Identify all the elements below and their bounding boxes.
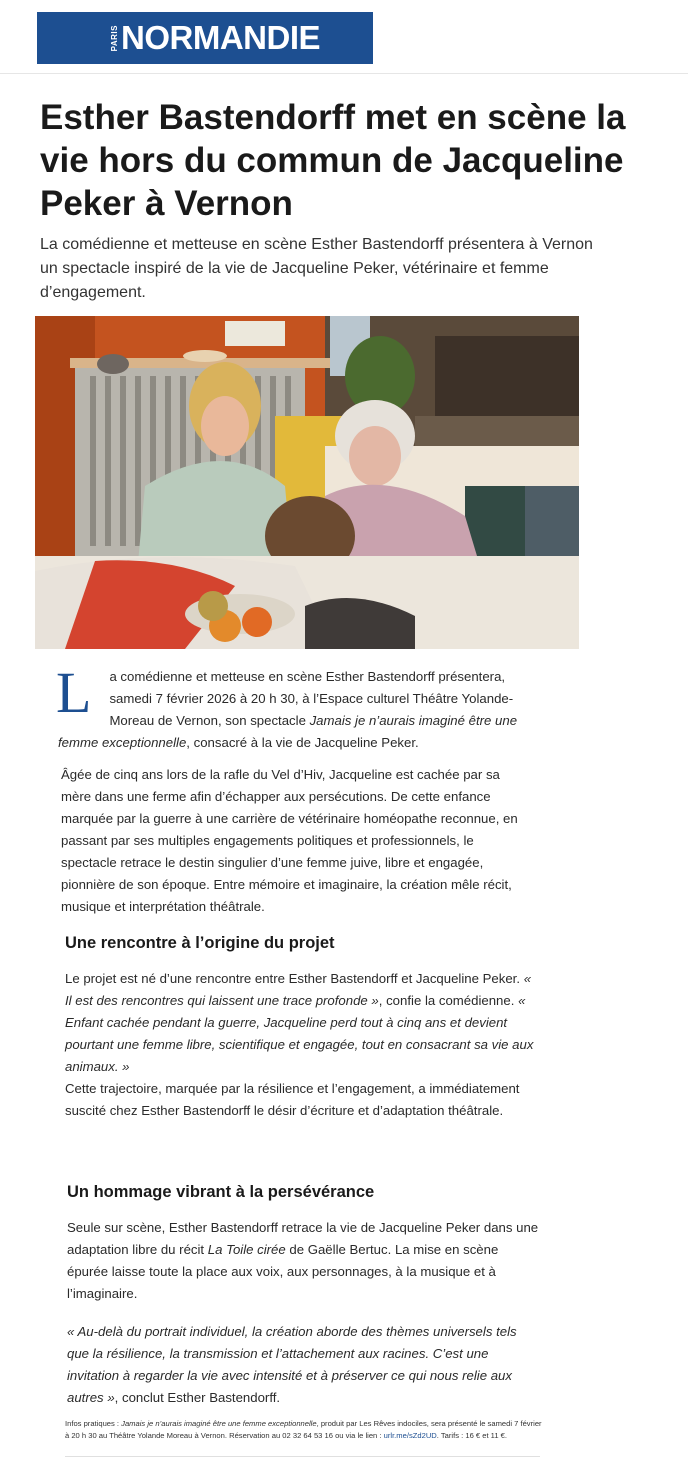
- logo-big-text: NORMANDIE: [121, 19, 320, 56]
- paragraph-trajectoire: Cette trajectoire, marquée par la résilience et l’engagement, a immédiatement suscité chez Esther Bastendorff le désir d’écriture et d’adaptation théâtrale.: [65, 1081, 520, 1118]
- header-divider: [0, 73, 688, 74]
- footer-divider: [65, 1456, 540, 1457]
- quote-trace-profonde: « Il est des rencontres qui laissent une trace profonde »: [65, 971, 532, 1008]
- logo-small-text: PARIS: [110, 24, 119, 52]
- info-text-b: . Tarifs : 16 € et 11 €.: [436, 1431, 508, 1440]
- conclusion-attribution: , conclut Esther Bastendorff.: [114, 1390, 281, 1405]
- article-standfirst: La comédienne et metteuse en scène Esther Bastendorff présentera à Vernon un spectacle inspiré de la vie de Jacqueline Peker, vétérinaire et femme d’engagement.: [40, 236, 593, 301]
- subheading-hommage: Un hommage vibrant à la persévérance: [67, 1183, 375, 1201]
- rencontre-text-a: Le projet est né d’une rencontre entre Esther Bastendorff et Jacqueline Peker.: [65, 971, 524, 986]
- show-title-italic: Jamais je n’aurais imaginé être une femme exceptionnelle: [58, 713, 518, 750]
- paragraph-intro: [56, 660, 528, 754]
- rencontre-text-b: , confie la comédienne.: [378, 993, 519, 1008]
- info-text-a: , produit par Les Rêves indociles, sera présenté le samedi 7 février à 20 h 30 au Théâtre Yolande Moreau à Vernon. Réservation au 02 32 64 53 16 ou via le lien :: [65, 1419, 542, 1440]
- intro-text-b: , consacré à la vie de Jacqueline Peker.: [186, 735, 419, 750]
- article-photo: [35, 316, 579, 649]
- dropcap-letter: L: [56, 660, 92, 725]
- book-title-italic: La Toile cirée: [207, 1242, 286, 1257]
- conclusion-quote: « Au-delà du portrait individuel, la création aborde des thèmes universels tels que la résilience, la transmission et l’attachement aux racines. C’est une invitation à regarder la vie avec intensité et à préserver ce qui nous relie aux autres »: [67, 1324, 517, 1405]
- site-logo[interactable]: [37, 12, 373, 64]
- paragraph-biography: Âgée de cinq ans lors de la rafle du Vel d’Hiv, Jacqueline est cachée par sa mère dans une ferme afin d’échapper aux persécutions. De cette enfance marquée par la guerre à une carrière de vétérinaire homéopathe reconnue, en passant par ses multiples engagements politiques et professionnels, le spectacle retrace le destin singulier d’une femme juive, libre et engagée, pionnière de son époque. Entre mémoire et imaginaire, la création mêle récit, musique et interprétation théâtrale.: [61, 767, 518, 914]
- article-title: Esther Bastendorff met en scène la vie hors du commun de Jacqueline Peker à Vernon: [40, 98, 626, 223]
- scene-text-a: Seule sur scène, Esther Bastendorff retrace la vie de Jacqueline Peker dans une adaptation libre du récit: [67, 1220, 539, 1257]
- intro-text-a: a comédienne et metteuse en scène Esther Bastendorff présentera, samedi 7 février 2026 à 20 h 30, à l’Espace culturel Théâtre Yolande-Moreau de Vernon, son spectacle: [109, 669, 514, 728]
- paragraph-conclusion: [67, 1321, 542, 1409]
- paragraph-scene: [67, 1217, 542, 1305]
- paragraph-rencontre: [65, 968, 540, 1078]
- info-show-title: Jamais je n’aurais imaginé être une femme exceptionnelle: [121, 1419, 317, 1428]
- info-label: Infos pratiques :: [65, 1419, 122, 1428]
- scene-text-b: de Gaëlle Bertuc. La mise en scène épurée laisse toute la place aux voix, aux personnages, à la musique et à l’imaginaire.: [67, 1242, 499, 1301]
- subheading-rencontre: Une rencontre à l’origine du projet: [65, 934, 335, 952]
- booking-link[interactable]: urlr.me/sZd2UD: [383, 1431, 437, 1440]
- quote-enfant-cachee: « Enfant cachée pendant la guerre, Jacqueline perd tout à cinq ans et devient pourtant une femme libre, scientifique et engagée, tout en consacrant sa vie aux animaux. »: [65, 993, 534, 1074]
- practical-info: [65, 1418, 545, 1442]
